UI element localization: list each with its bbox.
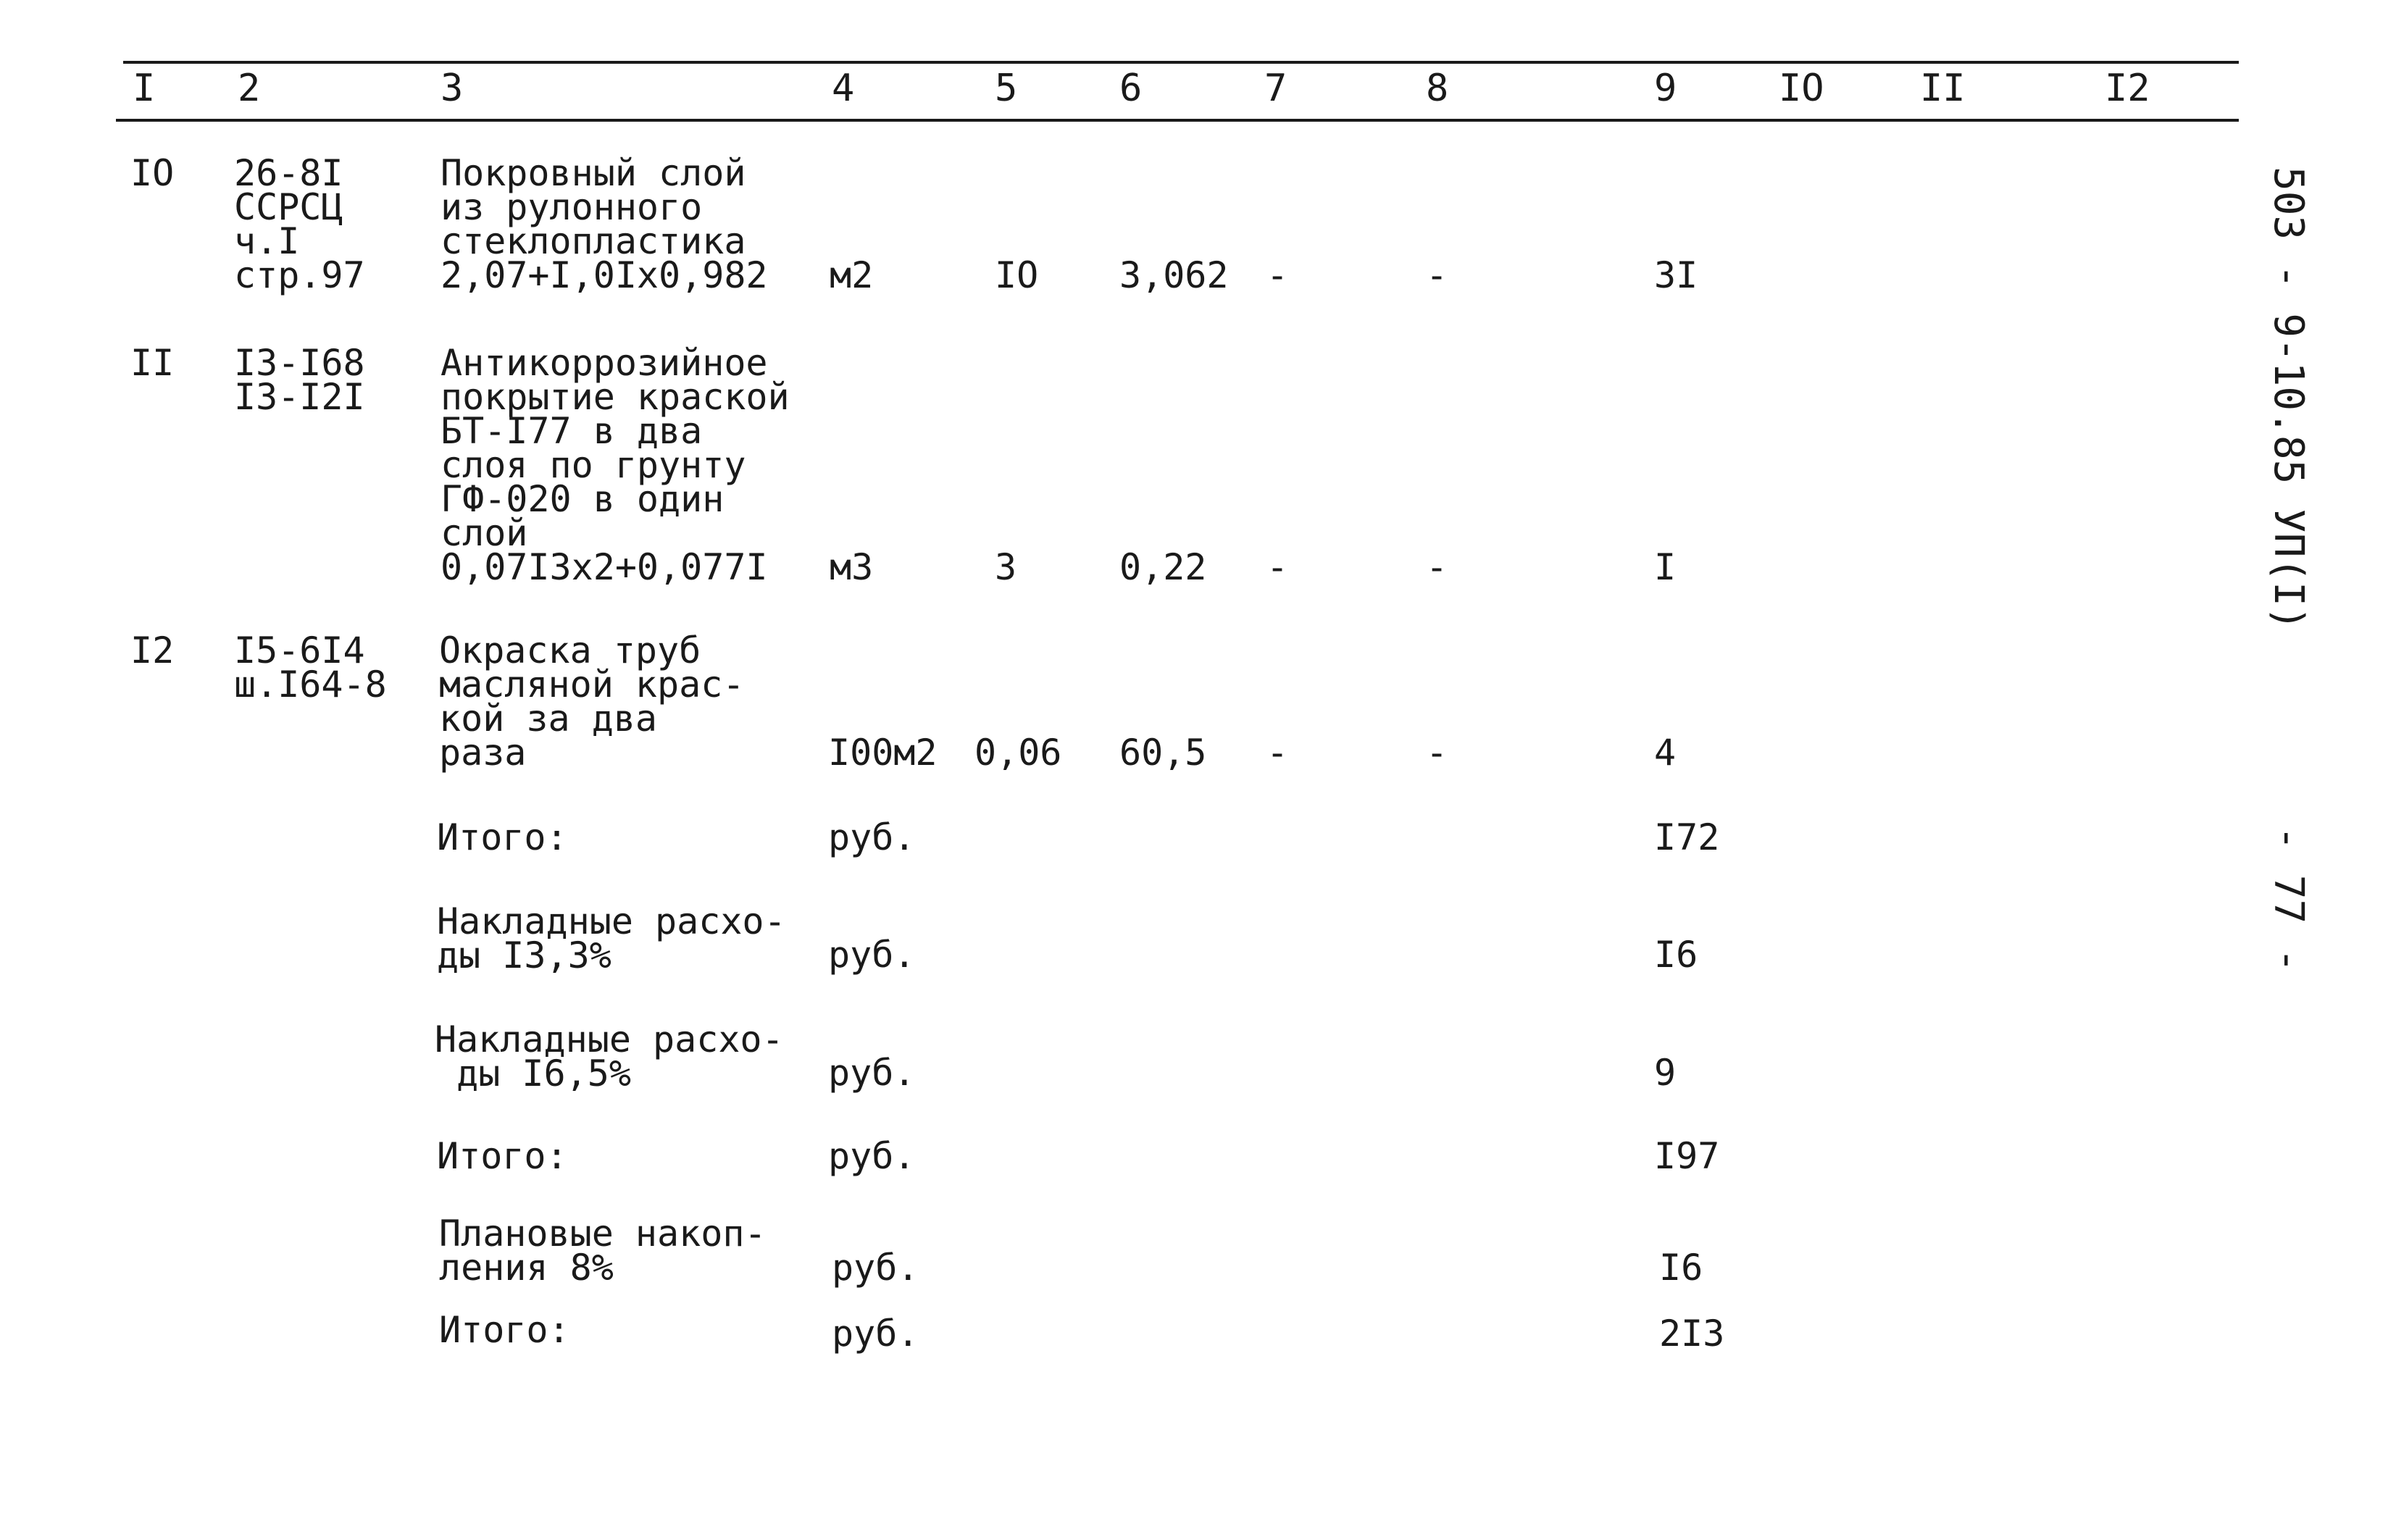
col-header-2: 2 bbox=[238, 67, 261, 110]
col-header-11: II bbox=[1920, 67, 1966, 110]
row-10-qty: IO bbox=[995, 254, 1039, 296]
summary-5-total: I6 bbox=[1659, 1247, 1703, 1289]
side-document-number bbox=[2261, 167, 2318, 973]
table-top-rule bbox=[123, 61, 2239, 64]
summary-6-description: Итого: bbox=[439, 1309, 570, 1351]
col-header-7: 7 bbox=[1264, 67, 1287, 110]
summary-6-unit: руб. bbox=[832, 1313, 919, 1355]
row-11-number: II bbox=[130, 342, 175, 384]
col-header-10: IO bbox=[1779, 67, 1824, 110]
col-header-3: 3 bbox=[441, 67, 464, 110]
summary-4-total: I97 bbox=[1654, 1135, 1720, 1177]
col-header-5: 5 bbox=[995, 67, 1018, 110]
row-12-qty: 0,06 bbox=[974, 732, 1062, 774]
side-document-number-text: 503 - 9-10.85 УП(I) - 77 - bbox=[2265, 167, 2312, 973]
summary-2-total: I6 bbox=[1654, 934, 1698, 976]
row-10-code: 26-8I ССРСЦ ч.I стр.97 bbox=[234, 152, 365, 296]
summary-5-unit: руб. bbox=[832, 1247, 919, 1289]
summary-3-total: 9 bbox=[1654, 1052, 1677, 1094]
row-12-col8: - bbox=[1426, 732, 1448, 774]
row-10-number: IO bbox=[130, 152, 175, 194]
summary-3-description: Накладные расхо- ды I6,5% bbox=[435, 1018, 784, 1095]
row-10-description: Покровный слой из рулонного стеклопластика 2,07+I,0Iх0,982 bbox=[441, 152, 768, 296]
row-11-total: I bbox=[1654, 546, 1677, 588]
row-12-total: 4 bbox=[1654, 732, 1677, 774]
col-header-8: 8 bbox=[1426, 67, 1449, 110]
table-header-rule bbox=[116, 119, 2239, 122]
summary-3-unit: руб. bbox=[828, 1052, 916, 1094]
table-top-rule-dashed-end bbox=[2188, 61, 2232, 64]
row-11-price: 0,22 bbox=[1119, 546, 1207, 588]
summary-4-unit: руб. bbox=[828, 1135, 916, 1177]
summary-1-total: I72 bbox=[1654, 816, 1720, 858]
summary-6-total: 2I3 bbox=[1659, 1313, 1725, 1355]
row-12-description: Окраска труб масляной крас- кой за два раза bbox=[439, 629, 745, 774]
row-12-col7: - bbox=[1266, 732, 1289, 774]
col-header-4: 4 bbox=[832, 67, 855, 110]
row-10-price: 3,062 bbox=[1119, 254, 1229, 296]
row-11-description: Антикоррозийное покрытие краской БТ-I77 в два слоя по грунту ГФ-020 в один слой 0,07I3х2+0,077I bbox=[441, 342, 790, 588]
row-12-price: 60,5 bbox=[1119, 732, 1207, 774]
row-11-qty: 3 bbox=[995, 546, 1017, 588]
row-10-total: 3I bbox=[1654, 254, 1698, 296]
summary-1-unit: руб. bbox=[828, 816, 916, 858]
row-11-col7: - bbox=[1266, 546, 1289, 588]
summary-1-description: Итого: bbox=[437, 816, 568, 858]
summary-5-description: Плановые накоп- ления 8% bbox=[439, 1213, 767, 1289]
col-header-6: 6 bbox=[1119, 67, 1143, 110]
row-12-code: I5-6I4 ш.I64-8 bbox=[234, 629, 387, 706]
col-header-1: I bbox=[133, 67, 156, 110]
row-12-number: I2 bbox=[130, 629, 175, 671]
col-header-9: 9 bbox=[1654, 67, 1677, 110]
row-11-unit: м3 bbox=[830, 546, 874, 588]
summary-4-description: Итого: bbox=[437, 1135, 568, 1177]
row-10-col8: - bbox=[1426, 254, 1448, 296]
col-header-12: I2 bbox=[2105, 67, 2150, 110]
summary-2-unit: руб. bbox=[828, 934, 916, 976]
summary-2-description: Накладные расхо- ды I3,3% bbox=[437, 900, 786, 976]
row-12-unit: I00м2 bbox=[828, 732, 938, 774]
row-11-col8: - bbox=[1426, 546, 1448, 588]
row-11-code: I3-I68 I3-I2I bbox=[234, 342, 365, 418]
row-10-col7: - bbox=[1266, 254, 1289, 296]
row-10-unit: м2 bbox=[830, 254, 874, 296]
